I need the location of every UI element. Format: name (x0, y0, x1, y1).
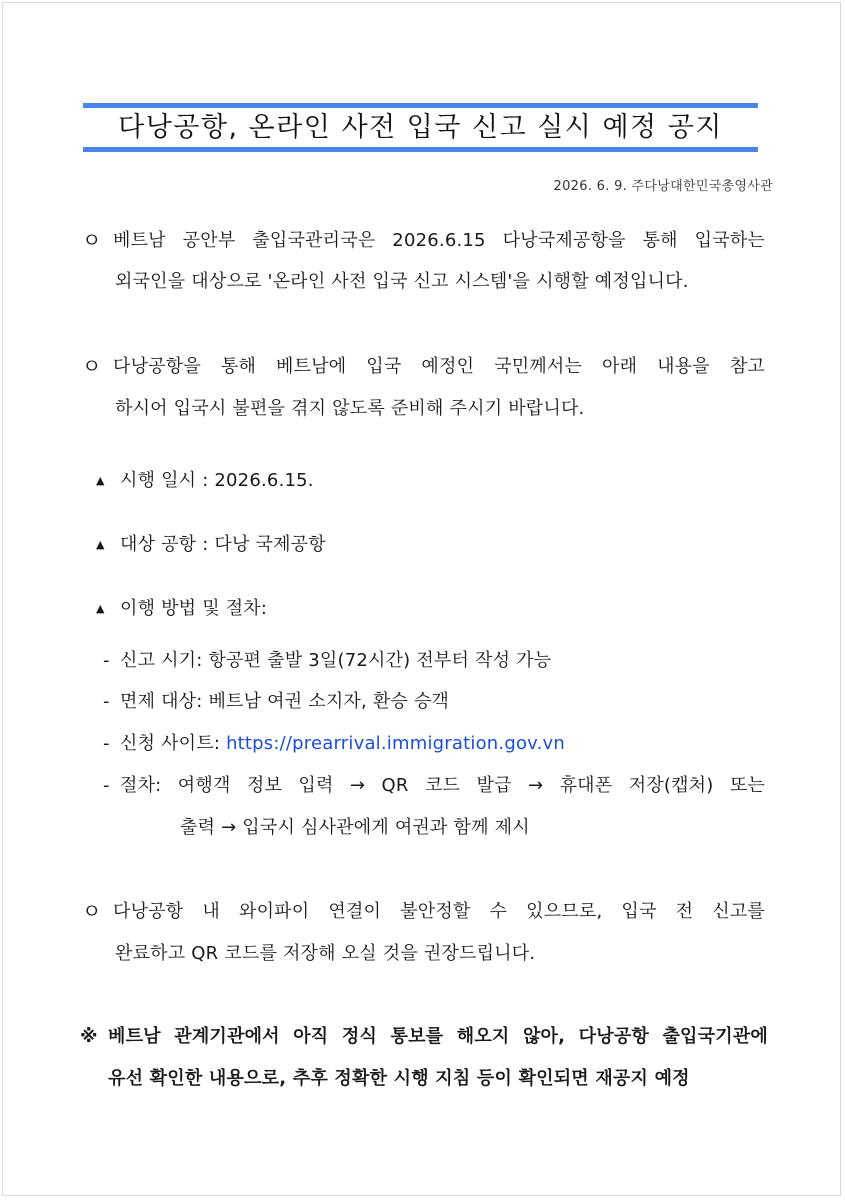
sub-item-exempt: 면제 대상: 베트남 여권 소지자, 환승 승객 (120, 691, 450, 712)
dash-marker: - (103, 733, 110, 754)
note-marker-icon: ※ (80, 1026, 98, 1047)
sub-item-timing: 신고 시기: 항공편 출발 3일(72시간) 전부터 작성 가능 (120, 650, 552, 671)
triangle-bullet-icon: ▲ (96, 538, 105, 551)
circle-bullet-icon: ㅇ (82, 228, 102, 252)
paragraph-1-line-1: 베트남 공안부 출입국관리국은 2026.6.15 다낭국제공항을 통해 입국하는 (113, 230, 765, 251)
site-url-link[interactable]: https://prearrival.immigration.gov.vn (226, 733, 566, 754)
triangle-bullet-icon: ▲ (96, 602, 105, 615)
bullet-date: 시행 일시 : 2026.6.15. (120, 470, 314, 491)
dash-marker: - (103, 650, 110, 671)
dash-marker: - (103, 691, 110, 712)
note-line-1: 베트남 관계기관에서 아직 정식 통보를 해오지 않아, 다낭공항 출입국기관에 (108, 1026, 768, 1047)
paragraph-3-line-1: 다낭공항 내 와이파이 연결이 불안정할 수 있으므로, 입국 전 신고를 (113, 901, 765, 922)
bullet-airport: 대상 공항 : 다낭 국제공항 (120, 534, 326, 555)
triangle-bullet-icon: ▲ (96, 474, 105, 487)
paragraph-2-line-1: 다낭공항을 통해 베트남에 입국 예정인 국민께서는 아래 내용을 참고 (113, 356, 765, 377)
sub-item-procedure-line-1: 절차: 여행객 정보 입력 → QR 코드 발급 → 휴대폰 저장(캡처) 또는 (120, 775, 765, 796)
paragraph-2-line-2: 하시어 입국시 불편을 겪지 않도록 준비해 주시기 바랍니다. (115, 398, 585, 419)
site-label: 신청 사이트: (120, 733, 227, 754)
title-bottom-rule (83, 147, 758, 152)
sub-item-site (120, 731, 565, 757)
bullet-method: 이행 방법 및 절차: (120, 598, 268, 619)
paragraph-3-line-2: 완료하고 QR 코드를 저장해 오실 것을 권장드립니다. (115, 943, 536, 964)
circle-bullet-icon: ㅇ (82, 899, 102, 923)
paragraph-1-line-2: 외국인을 대상으로 '온라인 사전 입국 신고 시스템'을 시행할 예정입니다. (115, 271, 689, 292)
page-title: 다낭공항, 온라인 사전 입국 신고 실시 예정 공지 (118, 112, 723, 143)
dateline: 2026. 6. 9. 주다낭대한민국총영사관 (553, 179, 773, 194)
note-line-2: 유선 확인한 내용으로, 추후 정확한 시행 지침 등이 확인되면 재공지 예정 (108, 1068, 690, 1089)
circle-bullet-icon: ㅇ (82, 354, 102, 378)
dash-marker: - (103, 775, 110, 796)
sub-item-procedure-line-2: 출력 → 입국시 심사관에게 여권과 함께 제시 (180, 817, 530, 838)
